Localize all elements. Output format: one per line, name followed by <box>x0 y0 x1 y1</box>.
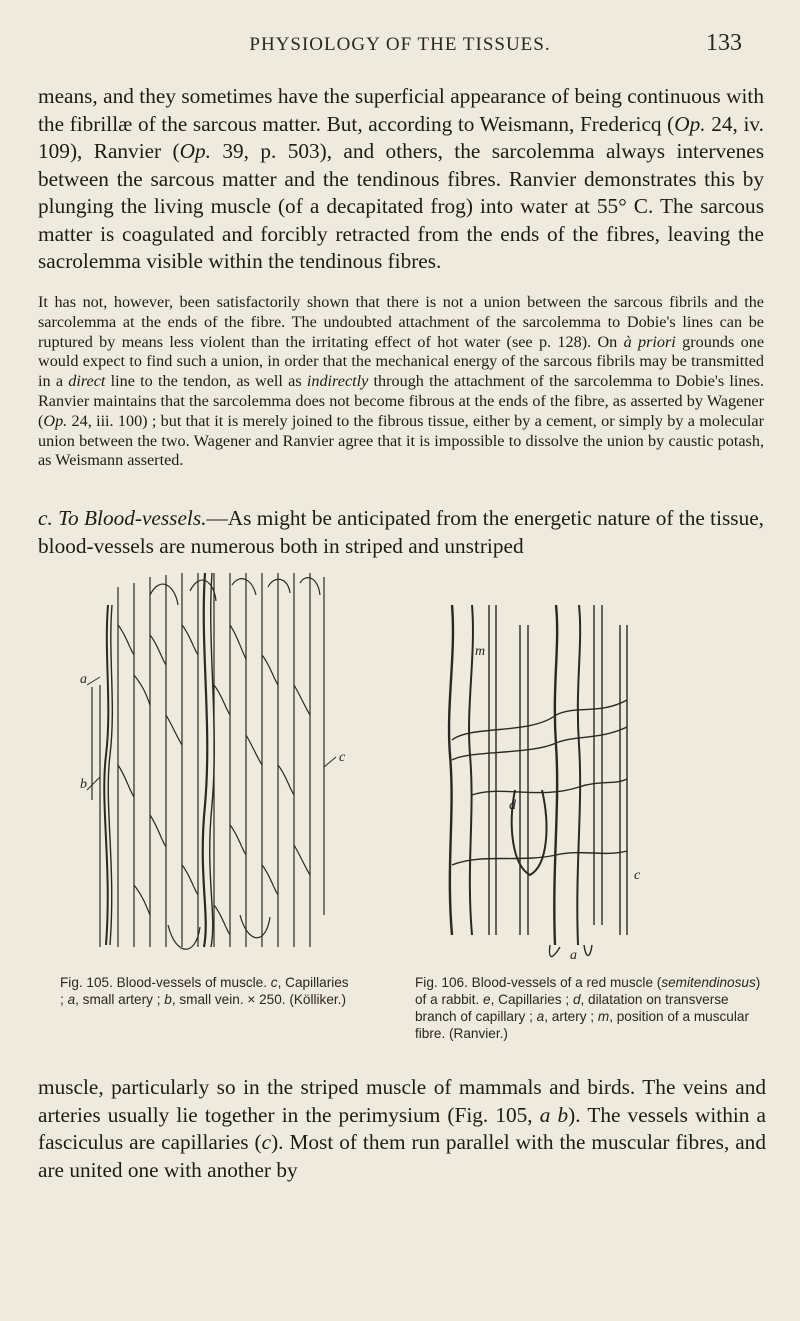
fig106-label-c: c <box>634 868 641 883</box>
figures-block <box>0 565 800 960</box>
fig105-label-c: c <box>339 750 346 765</box>
figure-106-caption: Fig. 106. Blood-vessels of a red muscle (semitendinosus) of a rabbit. e, Capillaries ; d, dilatation on transverse branch of capillary ; a, artery ; m, position of a muscular fibre. (Ranvier.) <box>415 975 761 1041</box>
fig105-label-a: a <box>80 672 87 687</box>
page-header <box>0 30 800 64</box>
fig106-label-m: m <box>475 644 486 659</box>
small-print-note: It has not, however, been satisfactorily shown that there is not a union between the sarcous fibrils and the sarcolemma at the ends of the fibre. The undoubted attachment of the sarcolemma to Dobie's lines can be ruptured by means less violent than the irritating effect of hot water (see p. 128). On à priori grounds one would expect to find such a union, in order that the mechanical energy of the sarcous fibrils may be transmitted in a direct line to the tendon, as well as indirectly through the attachment of the sarcolemma to Dobie's lines. Ranvier maintains that the sarcolemma does not become fibrous at the ends of the fibre, as asserted by Wagener (Op. 24, iii. 100) ; but that it is merely joined to the fibrous tissue, either by a cement, or simply by a molecular union between the two. Wagener and Ranvier agree that it is impossible to dissolve the union by caustic potash, as Weismann asserted. <box>38 293 765 470</box>
fig106-label-a: a <box>570 948 577 960</box>
running-head: PHYSIOLOGY OF THE TISSUES. <box>249 34 551 55</box>
section-heading: c. To Blood-vessels. <box>38 506 207 530</box>
figure-105-illustration <box>0 565 800 960</box>
fig106-label-d: d <box>509 798 516 813</box>
fig105-label-b: b <box>80 777 87 792</box>
page-number: 133 <box>706 30 742 56</box>
paragraph-capillaries: muscle, particularly so in the striped muscle of mammals and birds. The veins and arteries usually lie together in the perimysium (Fig. 105, a b). The vessels within a fasciculus are capillaries (c). Most of them run parallel with the muscular fibres, and are united one with another by <box>38 1075 767 1182</box>
paragraph-blood-vessels: c. To Blood-vessels.—As might be anticipated from the energetic nature of the tissue, blood-vessels are numerous both in striped and unstriped <box>38 506 765 558</box>
figure-105-caption: Fig. 105. Blood-vessels of muscle. c, Capillaries ; a, small artery ; b, small vein. × 250. (Kölliker.) <box>60 975 349 1007</box>
paragraph-sarcolemma: means, and they sometimes have the superficial appearance of being continuous with the fibrillæ of the sarcous matter. But, according to Weismann, Fredericq (Op. 24, iv. 109), Ranvier (Op. 39, p. 503), and others, the sarcolemma always intervenes between the sarcous matter and the tendinous fibres. Ranvier demonstrates this by plunging the living muscle (of a decapitated frog) into water at 55° C. The sarcous matter is coagulated and forcibly retracted from the ends of the fibres, leaving the sacrolemma visible within the tendinous fibres. <box>38 84 764 273</box>
